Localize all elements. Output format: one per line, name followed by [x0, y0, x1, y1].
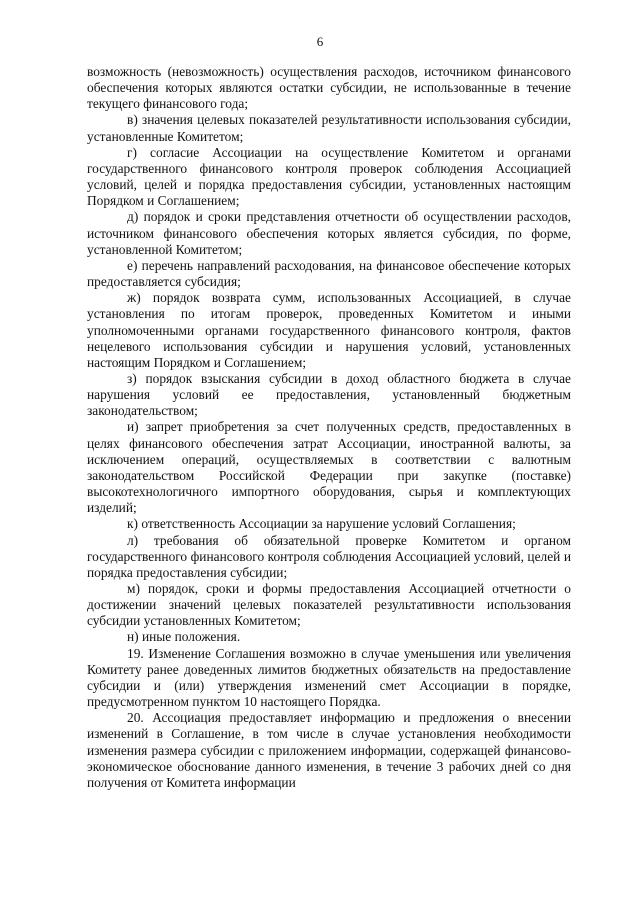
paragraph-item-l: л) требования об обязательной проверке Комитетом и органом государственного финансового контроля соблюдения Ассоциацией условий, целей и порядка предоставления субсидии; — [87, 532, 571, 580]
paragraph-item-d: д) порядок и сроки представления отчетности об осуществлении расходов, источником финансового обеспечения которых является субсидия, по форме, установленной Комитетом; — [87, 209, 571, 257]
page-number: 6 — [316, 34, 324, 49]
paragraph-clause-20: 20. Ассоциация предоставляет информацию и предложения о внесении изменений в Соглашение, в том числе в случае установления необходимости изменения размера субсидии с приложением информации, содержащей финансово-экономическое обоснование данного изменения, в течение 3 рабочих дней со дня получения от Комитета информации — [87, 710, 571, 790]
paragraph-continuation: возможность (невозможность) осуществления расходов, источником финансового обеспечения которых являются остатки субсидии, не использованные в течение текущего финансового года; — [87, 64, 571, 112]
paragraph-item-n: н) иные положения. — [127, 629, 241, 645]
paragraph-item-i: и) запрет приобретения за счет полученных средств, предоставленных в целях финансового обеспечения затрат Ассоциации, иностранной валюты, за исключением операций, осуществляемых в соответствии с валютным законодательством Российской Федерации при закупке (поставке) высокотехнологичного импортного оборудования, сырья и комплектующих изделий; — [87, 419, 571, 516]
paragraph-clause-19: 19. Изменение Соглашения возможно в случае уменьшения или увеличения Комитету ранее доведенных лимитов бюджетных обязательств на предоставление субсидии и (или) утверждения изменений смет Ассоциации в порядке, предусмотренном пунктом 10 настоящего Порядка. — [87, 645, 571, 710]
paragraph-item-zh: ж) порядок возврата сумм, использованных Ассоциацией, в случае установления по итогам проверок, проведенных Комитетом и иными уполномоченными органами государственного финансового контроля, фактов нецелевого использования субсидии и нарушения условий, установленных настоящим Порядком и Соглашением; — [87, 290, 571, 370]
paragraph-item-g: г) согласие Ассоциации на осуществление Комитетом и органами государственного финансового контроля проверок соблюдения Ассоциацией условий, целей и порядка предоставления субсидии, установленных настоящим Порядком и Соглашением; — [87, 144, 571, 209]
paragraph-item-e: е) перечень направлений расходования, на финансовое обеспечение которых предоставляется субсидия; — [87, 257, 571, 290]
paragraph-item-m: м) порядок, сроки и формы предоставления Ассоциацией отчетности о достижении значений целевых показателей результативности использования субсидии установленных Комитетом; — [87, 581, 571, 629]
paragraph-item-k: к) ответственность Ассоциации за нарушение условий Соглашения; — [127, 516, 516, 532]
document-body — [87, 64, 571, 791]
paragraph-item-v: в) значения целевых показателей результативности использования субсидии, установленные Комитетом; — [87, 112, 571, 144]
paragraph-item-z: з) порядок взыскания субсидии в доход областного бюджета в случае нарушения условий ее предоставления, установленный бюджетным законодательством; — [87, 370, 571, 419]
